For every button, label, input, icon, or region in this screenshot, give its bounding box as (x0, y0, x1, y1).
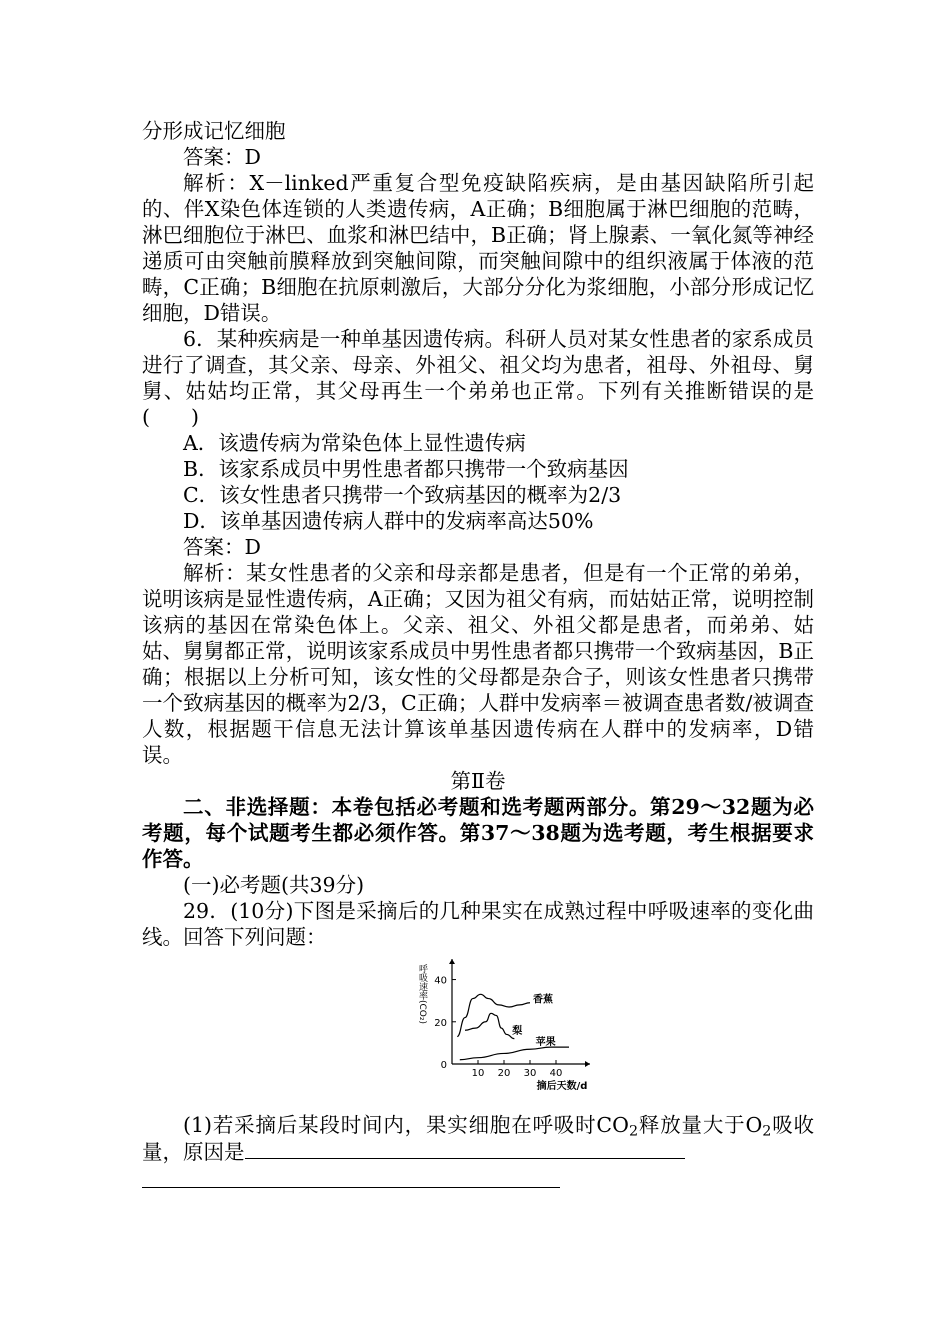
q29-1-text-a: (1)若采摘后某段时间内，果实细胞在呼吸时CO (183, 1113, 629, 1137)
continued-line: 分形成记忆细胞 (142, 119, 286, 143)
explanation-6: 解析：某女性患者的父亲和母亲都是患者，但是有一个正常的弟弟，说明该病是显性遗传病，A正确；又因为祖父有病，而姑姑正常，说明控制该病的基因在常染色体上。父亲、祖父、外祖父都是患者，而弟弟、姑姑、舅舅都正常，说明该家系成员中男性患者都只携带一个致病基因，B正确；根据以上分析可知，该女性的父母都是杂合子，则该女性患者只携带一个致病基因的概率为2/3，C正确；人群中发病率＝被调查患者数/被调查人数，根据题干信息无法计算该单基因遗传病在人群中的发病率，D错误。 (142, 561, 814, 767)
question-29: 29．(10分)下图是采摘后的几种果实在成熟过程中呼吸速率的变化曲线。回答下列问题： (142, 899, 814, 949)
y-tick-label: 40 (434, 975, 447, 987)
series-line-苹果 (460, 1047, 569, 1060)
x-tick-label: 30 (523, 1068, 537, 1079)
x-tick-label: 10 (471, 1068, 485, 1079)
y-axis-label: 呼吸速率(CO₂) (417, 964, 427, 1024)
answer-blank-1[interactable] (245, 1138, 685, 1159)
series-label: 苹果 (535, 1036, 556, 1048)
co2-subscript: 2 (628, 1123, 639, 1140)
answer-blank-line (142, 1167, 814, 1194)
explanation-5: 解析：X－linked严重复合型免疫缺陷疾病，是由基因缺陷所引起的、伴X染色体连锁的人类遗传病，A正确；B细胞属于淋巴细胞的范畴，淋巴细胞位于淋巴、血浆和淋巴结中，B正确；肾上腺素、一氧化氮等神经递质可由突触前膜释放到突触间隙，而突触间隙中的组织液属于体液的范畴，C正确；B细胞在抗原刺激后，大部分分化为浆细胞，小部分形成记忆细胞，D错误。 (142, 171, 814, 325)
y-axis-arrow (449, 959, 455, 964)
question-6: 6．某种疾病是一种单基因遗传病。科研人员对某女性患者的家系成员进行了调查，其父亲、母亲、外祖父、祖父均为患者，祖母、外祖母、舅舅、姑姑均正常，其父母再生一个弟弟也正常。下列有关推断错误的是( ) (142, 327, 814, 429)
y-tick-label: 20 (434, 1017, 447, 1029)
x-axis-arrow (585, 1061, 590, 1067)
series-label: 香蕉 (533, 994, 553, 1006)
part-two-heading: 二、非选择题：本卷包括必考题和选考题两部分。第29～32题为必考题，每个试题考生都必须作答。第37～38题为选考题，考生根据要求作答。 (142, 795, 814, 871)
x-tick-label: 40 (549, 1068, 563, 1079)
respiration-chart (407, 954, 597, 1104)
answer-5: 答案：D (183, 145, 261, 169)
x-axis-label: 摘后天数/d (536, 1081, 588, 1092)
o2-subscript: 2 (762, 1123, 772, 1140)
series-label: 梨 (512, 1026, 523, 1038)
answer-blank-2[interactable] (142, 1167, 560, 1188)
section-title: 第Ⅱ卷 (450, 769, 506, 793)
q29-1-text-c: 吸收量，原因是 (142, 1113, 815, 1164)
question-29-1 (142, 1112, 814, 1165)
x-tick-label: 20 (497, 1068, 511, 1079)
required-heading: (一)必考题(共39分) (183, 873, 365, 897)
option-d: D．该单基因遗传病人群中的发病率高达50% (183, 509, 594, 533)
series-line-梨 (465, 1013, 514, 1038)
respiration-figure (142, 954, 814, 1104)
option-b: B．该家系成员中男性患者都只携带一个致病基因 (183, 457, 629, 481)
option-a: A．该遗传病为常染色体上显性遗传病 (183, 431, 526, 455)
answer-6: 答案：D (183, 535, 261, 559)
y-tick-label: 0 (440, 1060, 447, 1071)
q29-1-text-b: 释放量大于O (638, 1113, 763, 1137)
option-c: C．该女性患者只携带一个致病基因的概率为2/3 (183, 483, 622, 507)
document-page (142, 118, 814, 1194)
